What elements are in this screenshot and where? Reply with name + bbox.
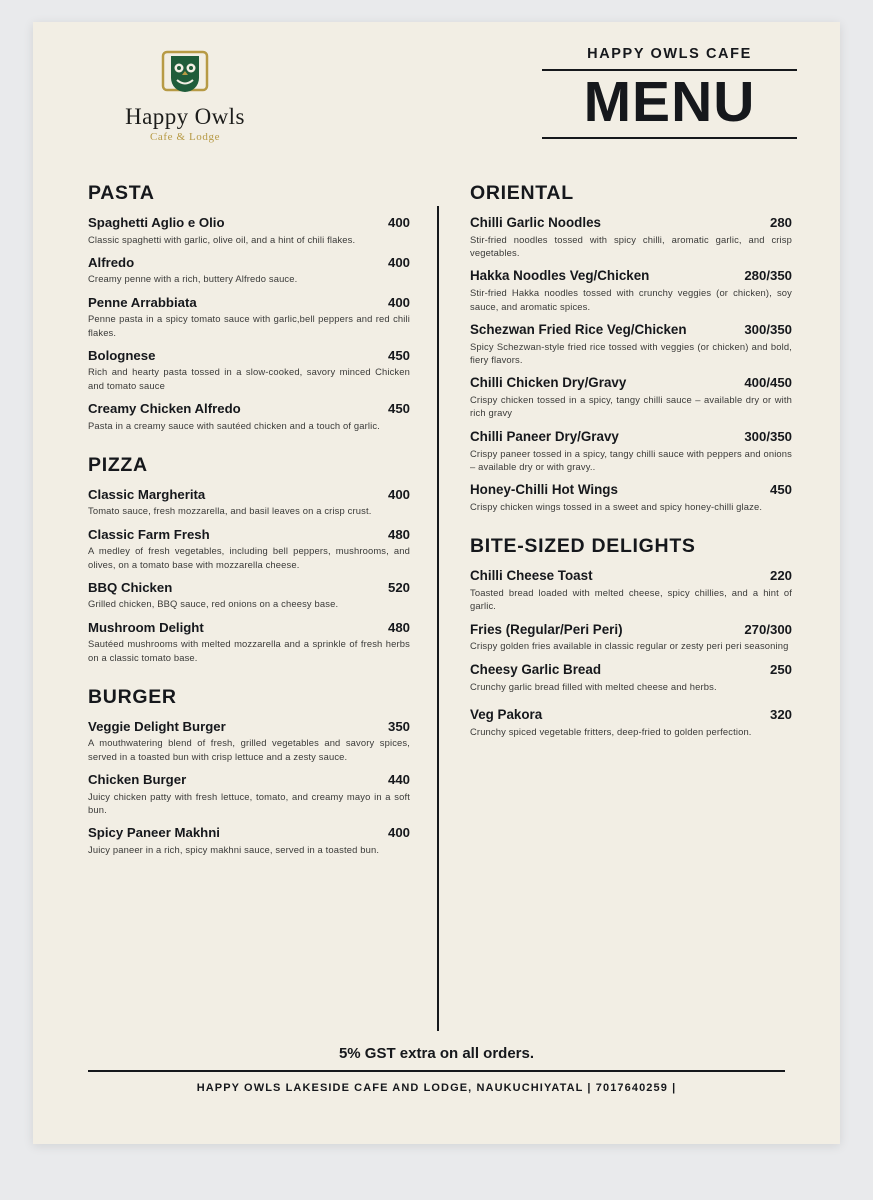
item-price: 480 (387, 619, 410, 635)
item-price: 280 (769, 215, 792, 230)
item-description: Penne pasta in a spicy tomato sauce with garlic,bell peppers and red chili flakes. (88, 313, 410, 338)
item-name: Veggie Delight Burger (88, 718, 226, 734)
item-description: Sautéed mushrooms with melted mozzarella and a sprinkle of fresh herbs on a classic tomato base. (88, 638, 410, 663)
item-description: Classic spaghetti with garlic, olive oil, and a hint of chili flakes. (88, 233, 356, 245)
item-description: Pasta in a creamy sauce with sautéed chicken and a touch of garlic. (88, 419, 380, 431)
item-name: Fries (Regular/Peri Peri) (470, 621, 623, 637)
title-rule-bottom (542, 137, 797, 139)
item-name: Chilli Paneer Dry/Gravy (470, 428, 619, 444)
menu-item (88, 215, 410, 246)
item-price: 400 (387, 825, 410, 841)
brand-tagline: Cafe & Lodge (149, 131, 221, 144)
section-title: PASTA (88, 182, 155, 204)
menu-item (470, 429, 792, 473)
item-description: A mouthwatering blend of fresh, grilled vegetables and savory spices, served in a toasted bun with crisp lettuce and a zesty sauce. (88, 737, 410, 762)
item-description: Rich and hearty pasta tossed in a slow-cooked, savory minced Chicken and tomato sauce (88, 366, 410, 391)
item-description: Stir-fried Hakka noodles tossed with crunchy veggies (or chicken), soy sauce, and aromatic spices. (470, 287, 792, 312)
item-description: Crunchy spiced vegetable fritters, deep-fried to golden perfection. (470, 725, 752, 737)
item-price: 400/450 (744, 375, 792, 391)
menu-item (470, 662, 792, 693)
brand-name: Happy Owls (125, 104, 245, 129)
item-name: Classic Margherita (88, 486, 206, 502)
item-price: 440 (387, 772, 410, 788)
menu-header (33, 22, 840, 172)
item-description: Stir-fried noodles tossed with spicy chilli, aromatic garlic, and crisp vegetables. (470, 233, 792, 259)
item-name: BBQ Chicken (88, 579, 173, 595)
section-title: ORIENTAL (470, 182, 574, 204)
column-divider (437, 206, 439, 1031)
item-description: Spicy Schezwan-style fried rice tossed with veggies (or chicken) and bold, fiery flavors. (470, 340, 792, 365)
item-name: Chicken Burger (88, 772, 187, 788)
menu-column-left (88, 182, 410, 865)
menu-item (470, 268, 792, 312)
item-price: 300/350 (744, 321, 792, 337)
item-price: 400 (387, 294, 410, 310)
item-description: Crispy golden fries available in classic regular or zesty peri peri seasoning (470, 640, 789, 652)
gst-note: 5% GST extra on all orders. (338, 1045, 535, 1062)
item-price: 350 (387, 718, 410, 734)
menu-item (88, 295, 410, 339)
item-description: Creamy penne with a rich, buttery Alfredo sauce. (88, 273, 298, 285)
item-name: Mushroom Delight (88, 619, 204, 635)
section-burger (88, 686, 410, 856)
menu-item (88, 401, 410, 432)
item-name: Chilli Chicken Dry/Gravy (470, 375, 627, 391)
footer-address: HAPPY OWLS LAKESIDE CAFE AND LODGE, NAUKUCHIYATAL | 7017640259 | (196, 1082, 677, 1094)
menu-item (88, 255, 410, 286)
page-title: MENU (583, 70, 756, 134)
item-price: 300/350 (744, 428, 792, 444)
menu-item (88, 719, 410, 763)
item-price: 450 (387, 347, 410, 363)
item-description: Juicy paneer in a rich, spicy makhni sauce, served in a toasted bun. (88, 843, 380, 855)
item-name: Cheesy Garlic Bread (470, 661, 601, 677)
section-title: BURGER (88, 685, 177, 708)
item-price: 320 (769, 706, 792, 722)
item-description: Crunchy garlic bread filled with melted cheese and herbs. (470, 680, 717, 692)
item-description: Grilled chicken, BBQ sauce, red onions on a cheesy base. (88, 598, 339, 610)
item-description: Crispy chicken wings tossed in a sweet and spicy honey-chilli glaze. (470, 500, 763, 512)
menu-item (88, 580, 410, 611)
menu-item (88, 825, 410, 856)
item-name: Honey-Chilli Hot Wings (470, 482, 618, 498)
menu-item (88, 620, 410, 664)
footer-divider (88, 1070, 785, 1072)
item-name: Alfredo (88, 254, 135, 270)
owl-logo-icon (157, 44, 213, 102)
item-price: 400 (387, 486, 410, 502)
cafe-name: HAPPY OWLS CAFE (587, 46, 752, 62)
item-name: Classic Farm Fresh (88, 526, 210, 542)
item-name: Schezwan Fried Rice Veg/Chicken (470, 321, 687, 337)
item-price: 280/350 (744, 268, 792, 284)
item-description: Juicy chicken patty with fresh lettuce, tomato, and creamy mayo in a soft bun. (88, 790, 410, 815)
section-title: BITE-SIZED DELIGHTS (470, 535, 696, 558)
item-name: Chilli Cheese Toast (470, 568, 593, 584)
item-price: 480 (387, 526, 410, 542)
item-description: Crispy paneer tossed in a spicy, tangy chilli sauce with peppers and onions – available dry or with gravy.. (470, 447, 792, 472)
menu-title-block (542, 46, 797, 139)
section-title: PIZZA (88, 453, 148, 476)
item-price: 520 (387, 579, 410, 595)
item-price: 400 (387, 215, 410, 230)
item-name: Veg Pakora (470, 706, 543, 722)
menu-item (470, 622, 792, 653)
item-name: Creamy Chicken Alfredo (88, 401, 241, 417)
item-description: Tomato sauce, fresh mozzarella, and basil leaves on a crisp crust. (88, 505, 372, 517)
item-name: Spicy Paneer Makhni (88, 825, 220, 841)
menu-item (470, 322, 792, 366)
item-name: Chilli Garlic Noodles (470, 215, 601, 230)
item-price: 450 (769, 482, 792, 498)
section-pizza (88, 454, 410, 664)
menu-item (470, 707, 792, 738)
item-price: 220 (769, 568, 792, 584)
item-price: 270/300 (744, 621, 792, 637)
menu-columns (33, 182, 840, 1037)
menu-item (470, 375, 792, 419)
item-description: Crispy chicken tossed in a spicy, tangy chilli sauce – available dry or with rich gravy (470, 394, 792, 419)
item-name: Spaghetti Aglio e Olio (88, 215, 225, 230)
item-name: Hakka Noodles Veg/Chicken (470, 268, 650, 284)
menu-item (88, 348, 410, 392)
item-name: Penne Arrabbiata (88, 294, 197, 310)
menu-item (88, 487, 410, 518)
section-oriental (470, 182, 792, 513)
item-name: Bolognese (88, 347, 156, 363)
menu-item (470, 568, 792, 612)
menu-card (33, 22, 840, 1144)
menu-item (470, 215, 792, 259)
section-bite-sized-delights (470, 535, 792, 738)
menu-column-right (470, 182, 792, 747)
section-pasta (88, 182, 410, 432)
menu-item (88, 527, 410, 571)
item-price: 450 (387, 401, 410, 417)
item-price: 400 (387, 254, 410, 270)
item-description: A medley of fresh vegetables, including bell peppers, mushrooms, and olives, on a tomato base with mozzarella cheese. (88, 545, 410, 570)
item-price: 250 (769, 661, 792, 677)
brand-logo (95, 44, 275, 143)
menu-item (470, 482, 792, 513)
menu-item (88, 772, 410, 816)
item-description: Toasted bread loaded with melted cheese, spicy chillies, and a hint of garlic. (470, 587, 792, 612)
